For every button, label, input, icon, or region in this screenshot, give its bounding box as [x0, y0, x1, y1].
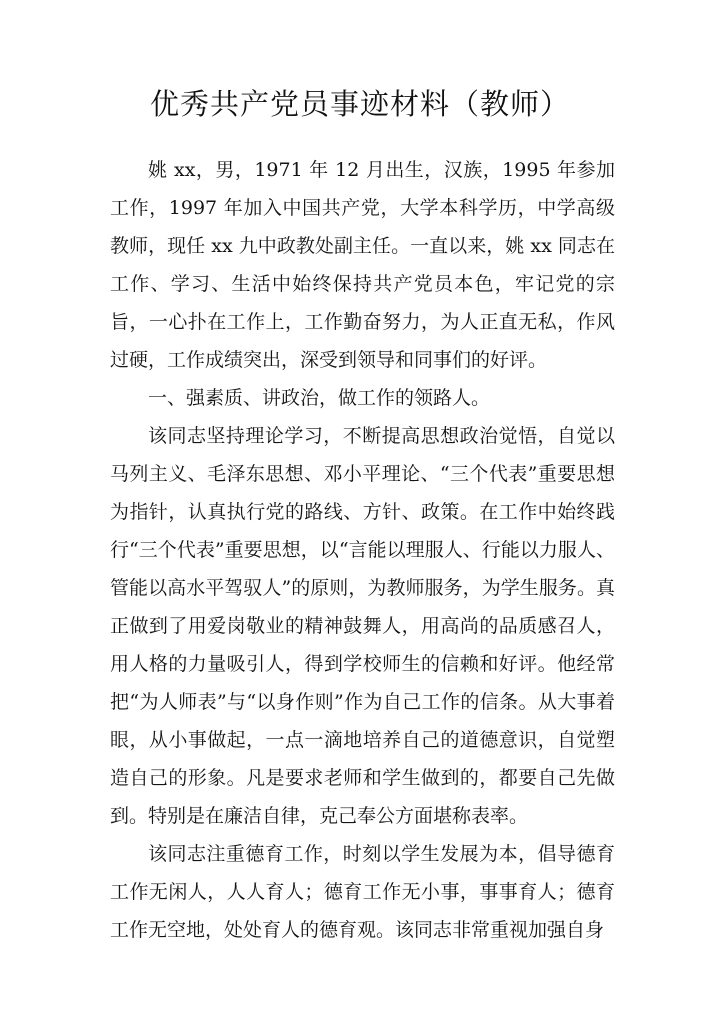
section-heading-1: 一、强素质、讲政治，做工作的领路人。: [148, 387, 491, 409]
document-body: [110, 151, 615, 949]
paragraph-theory-study: 该同志坚持理论学习，不断提高思想政治觉悟，自觉以马列主义、毛泽东思想、邓小平理论、“三个代表”重要思想为指针，认真执行党的路线、方针、政策。在工作中始终践行“三个代表”重要思想，以“言能以理服人、行能以力服人、管能以高水平驾驭人”的原则，为教师服务，为学生服务。真正做到了用爱岗敬业的精神鼓舞人，用高尚的品质感召人，用人格的力量吸引人，得到学校师生的信赖和好评。他经常把“为人师表”与“以身作则”作为自己工作的信条。从大事着眼，从小事做起，一点一滴地培养自己的道德意识，自觉塑造自己的形象。凡是要求老师和学生做到的，都要自己先做到。特别是在廉洁自律，克己奉公方面堪称表率。: [110, 425, 615, 827]
document-title: 优秀共产党员事迹材料（教师）: [149, 87, 570, 121]
paragraph-profile: 姚 xx，男，1971 年 12 月出生，汉族，1995 年参加工作，1997 年加入中国共产党，大学本科学历，中学高级教师，现任 xx 九中政教处副主任。一直以来，姚 xx 同志在工作、学习、生活中始终保持共产党员本色，牢记党的宗旨，一心扑在工作上，工作勤奋努力，为人正直无私，作风过硬，工作成绩突出，深受到领导和同事们的好评。: [110, 159, 615, 371]
paragraph-moral-education: 该同志注重德育工作，时刻以学生发展为本，倡导德育工作无闲人，人人育人；德育工作无小事，事事育人；德育工作无空地，处处育人的德育观。该同志非常重视加强自身: [110, 843, 615, 941]
